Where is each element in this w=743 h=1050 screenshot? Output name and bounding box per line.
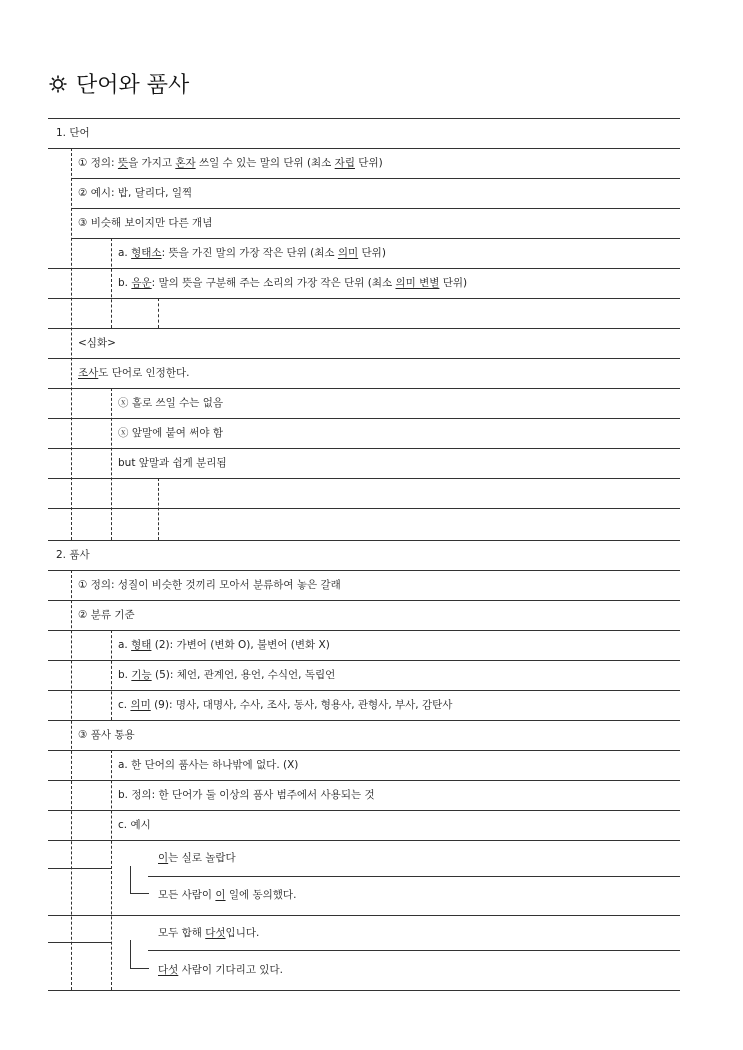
josa-point: but 앞말과 쉽게 분리됨 bbox=[118, 457, 227, 469]
shift-c: c. 예시 bbox=[118, 819, 151, 831]
title-text: 단어와 품사 bbox=[76, 73, 190, 98]
section1-similar: ③ 비슷해 보이지만 다른 개념 bbox=[78, 217, 213, 229]
example-bracket-1 bbox=[130, 866, 149, 894]
josa-statement: 조사도 단어로 인정한다. bbox=[78, 367, 190, 379]
josa-point: ⓧ 홀로 쓰일 수는 없음 bbox=[118, 397, 223, 409]
section1-heading: 1. 단어 bbox=[56, 127, 90, 139]
example-2b: 다섯 사람이 기다리고 있다. bbox=[158, 964, 283, 976]
gear-icon bbox=[48, 74, 68, 94]
example-2a: 모두 합해 다섯입니다. bbox=[158, 927, 260, 939]
criteria-meaning: c. 의미 (9): 명사, 대명사, 수사, 조사, 동사, 형용사, 관형사, 부사, 감탄사 bbox=[118, 699, 453, 711]
example-1a: 이는 실로 놀랍다 bbox=[158, 852, 236, 864]
section1-definition: ① 정의: 뜻을 가지고 혼자 쓰일 수 있는 말의 단위 (최소 자립 단위) bbox=[78, 157, 383, 169]
example-bracket-2 bbox=[130, 940, 149, 969]
morpheme-definition: a. 형태소: 뜻을 가진 말의 가장 작은 단위 (최소 의미 단위) bbox=[118, 247, 386, 259]
advanced-label: <심화> bbox=[78, 337, 116, 349]
criteria-function: b. 기능 (5): 체언, 관계언, 용언, 수식언, 독립언 bbox=[118, 669, 336, 681]
shift-a: a. 한 단어의 품사는 하나밖에 없다. (X) bbox=[118, 759, 299, 771]
section2-heading: 2. 품사 bbox=[56, 549, 90, 561]
section1-example: ② 예시: 밥, 달리다, 일찍 bbox=[78, 187, 193, 199]
phoneme-definition: b. 음운: 말의 뜻을 구분해 주는 소리의 가장 작은 단위 (최소 의미 변별 단위) bbox=[118, 277, 468, 289]
shift-b: b. 정의: 한 단어가 둘 이상의 품사 범주에서 사용되는 것 bbox=[118, 789, 375, 801]
criteria-form: a. 형태 (2): 가변어 (변화 O), 불변어 (변화 X) bbox=[118, 639, 330, 651]
section2-criteria: ② 분류 기준 bbox=[78, 609, 135, 621]
section2-definition: ① 정의: 성질이 비슷한 것끼리 모아서 분류하여 놓은 갈래 bbox=[78, 579, 341, 591]
josa-point: ⓧ 앞말에 붙여 써야 함 bbox=[118, 427, 223, 439]
section2-shift: ③ 품사 통용 bbox=[78, 729, 135, 741]
example-1b: 모든 사람이 이 일에 동의했다. bbox=[158, 889, 297, 901]
page-title bbox=[48, 68, 189, 99]
